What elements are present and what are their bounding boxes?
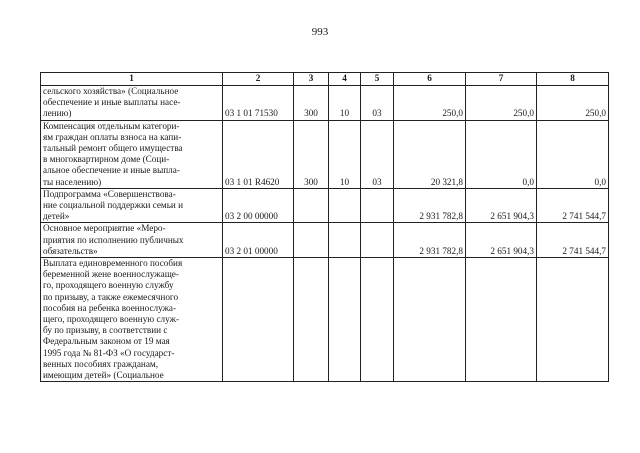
- row-name: [41, 258, 223, 382]
- row-code: 03 1 01 71530: [223, 86, 294, 121]
- row-name-line: приятия по исполнению публичных: [43, 234, 184, 245]
- row-name-line: пособия на ребенка военнослужа-: [43, 302, 177, 313]
- budget-table: [40, 72, 609, 382]
- row-value-1: 250,0: [394, 86, 466, 121]
- row-name-line: лению): [43, 108, 72, 119]
- row-name-line: ние социальной поддержки семьи и: [43, 200, 184, 211]
- row-name-line: сельского хозяйства» (Социальное: [43, 86, 179, 96]
- row-vr: [294, 188, 329, 223]
- header-col-7: 7: [466, 73, 537, 86]
- row-rz: [329, 258, 361, 382]
- table-row: [41, 120, 609, 188]
- row-code: [223, 258, 294, 382]
- row-name-line: щего, проходящего военную служ-: [43, 314, 179, 325]
- table-row: [41, 223, 609, 258]
- table-row: [41, 86, 609, 121]
- row-name-line: венных пособиях гражданам,: [43, 358, 159, 369]
- row-rz: 10: [329, 120, 361, 188]
- row-name-line: Подпрограмма «Совершенствова-: [43, 188, 176, 199]
- header-col-6: 6: [394, 73, 466, 86]
- row-value-3: 250,0: [537, 86, 609, 121]
- row-name-line: го, проходящего военную службу: [43, 280, 174, 291]
- row-name-line: в многоквартирном доме (Соци-: [43, 154, 170, 165]
- row-name-line: ты населению): [43, 176, 102, 187]
- row-vr: 300: [294, 120, 329, 188]
- header-row: [41, 73, 609, 86]
- row-pr: [361, 258, 394, 382]
- row-pr: [361, 188, 394, 223]
- row-name-line: Выплата единовременного пособия: [43, 258, 183, 269]
- row-pr: 03: [361, 120, 394, 188]
- header-col-3: 3: [294, 73, 329, 86]
- row-name-line: тальный ремонт общего имущества: [43, 143, 183, 154]
- table-row: [41, 258, 609, 382]
- row-code: 03 1 01 R4620: [223, 120, 294, 188]
- page-number: 993: [311, 26, 329, 38]
- row-value-3: 2 741 544,7: [537, 223, 609, 258]
- row-value-2: 2 651 904,3: [466, 188, 537, 223]
- row-name-line: бу по призыву, в соответствии с: [43, 325, 168, 336]
- row-name-line: по призыву, а также ежемесячного: [43, 291, 179, 302]
- row-value-1: 2 931 782,8: [394, 223, 466, 258]
- row-value-2: 2 651 904,3: [466, 223, 537, 258]
- row-name: [41, 120, 223, 188]
- row-name-line: обязательств»: [43, 245, 98, 256]
- table-row: [41, 188, 609, 223]
- row-value-3: 2 741 544,7: [537, 188, 609, 223]
- row-name-line: Основное мероприятие «Меро-: [43, 223, 166, 234]
- row-value-3: [537, 258, 609, 382]
- row-vr: [294, 258, 329, 382]
- row-value-1: 2 931 782,8: [394, 188, 466, 223]
- row-name-line: обеспечение и иные выплаты насе-: [43, 97, 181, 108]
- row-value-2: 250,0: [466, 86, 537, 121]
- row-name-line: имеющим детей» (Социальное: [43, 370, 164, 381]
- row-name: [41, 223, 223, 258]
- row-name: [41, 188, 223, 223]
- row-vr: [294, 223, 329, 258]
- row-rz: [329, 188, 361, 223]
- header-col-8: 8: [537, 73, 609, 86]
- row-name-line: беременной жене военнослужаще-: [43, 269, 179, 280]
- row-rz: [329, 223, 361, 258]
- row-name-line: детей»: [43, 211, 70, 222]
- header-col-1: 1: [41, 73, 223, 86]
- row-value-1: [394, 258, 466, 382]
- row-name-line: 1995 года № 81-ФЗ «О государст-: [43, 347, 175, 358]
- row-name: [41, 86, 223, 121]
- header-col-4: 4: [329, 73, 361, 86]
- row-name-line: Федеральным законом от 19 мая: [43, 336, 170, 347]
- row-code: 03 2 00 00000: [223, 188, 294, 223]
- row-code: 03 2 01 00000: [223, 223, 294, 258]
- row-pr: 03: [361, 86, 394, 121]
- header-col-5: 5: [361, 73, 394, 86]
- row-vr: 300: [294, 86, 329, 121]
- row-name-line: Компенсация отдельным категори-: [43, 120, 180, 131]
- row-value-2: [466, 258, 537, 382]
- header-col-2: 2: [223, 73, 294, 86]
- row-value-3: 0,0: [537, 120, 609, 188]
- row-name-line: ям граждан оплаты взноса на капи-: [43, 131, 182, 142]
- row-rz: 10: [329, 86, 361, 121]
- row-value-2: 0,0: [466, 120, 537, 188]
- row-pr: [361, 223, 394, 258]
- row-value-1: 20 321,8: [394, 120, 466, 188]
- row-name-line: альное обеспечение и иные выпла-: [43, 165, 180, 176]
